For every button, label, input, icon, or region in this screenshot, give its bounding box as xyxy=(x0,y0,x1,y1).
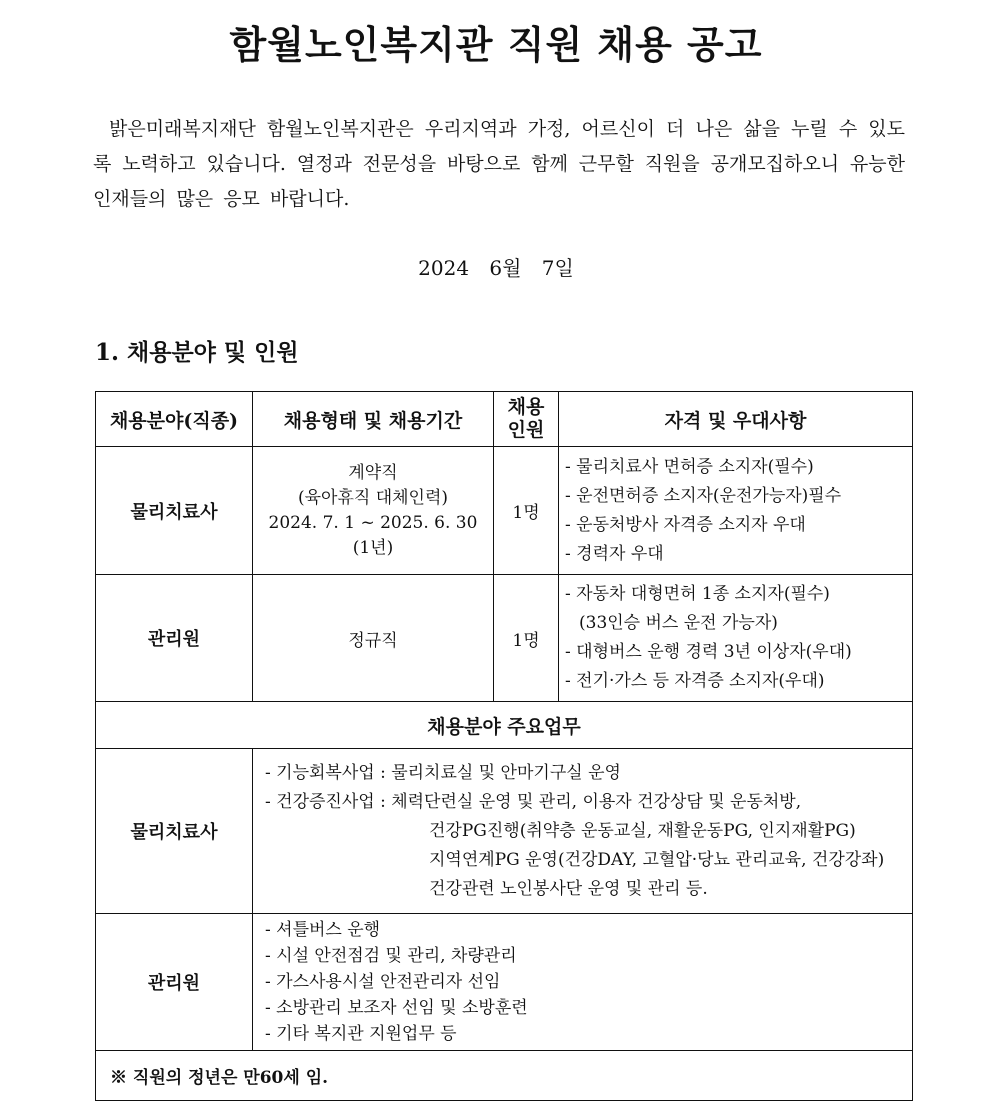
duty-field: 물리치료사 xyxy=(96,749,253,914)
type-line: 2024. 7. 1 ~ 2025. 6. 30 xyxy=(268,512,478,533)
row-count: 1명 xyxy=(494,575,559,702)
recruitment-table xyxy=(95,391,913,1101)
header-count xyxy=(494,392,559,447)
duties-header-row xyxy=(96,702,913,749)
row-field: 물리치료사 xyxy=(96,447,253,575)
intro-paragraph: 밝은미래복지재단 함월노인복지관은 우리지역과 가정, 어르신이 더 나은 삶을 누릴 수 있도록 노력하고 있습니다. 열정과 전문성을 바탕으로 함께 근무할 직원을 공개모집하오니 유능한 인재들의 많은 응모 바랍니다. xyxy=(93,118,905,210)
duty-field: 관리원 xyxy=(96,914,253,1051)
header-qualifications: 자격 및 우대사항 xyxy=(559,392,913,447)
header-field: 채용분야(직종) xyxy=(96,392,253,447)
duties-header: 채용분야 주요업무 xyxy=(96,702,913,749)
qualification-item: - 전기·가스 등 자격증 소지자(우대) xyxy=(565,671,825,691)
duty-item: 건강PG진행(취약층 운동교실, 재활운동PG, 인지재활PG) xyxy=(429,820,856,841)
table-header-row xyxy=(96,392,913,447)
row-type: 정규직 xyxy=(253,575,494,702)
duty-item: - 건강증진사업 : 체력단련실 운영 및 관리, 이용자 건강상담 및 운동처방, xyxy=(265,791,802,812)
qualification-item: - 자동차 대형면허 1종 소지자(필수) xyxy=(565,584,830,604)
row-field: 관리원 xyxy=(96,575,253,702)
duty-item: 건강관련 노인봉사단 운영 및 관리 등. xyxy=(429,878,708,899)
type-line: (육아휴직 대체인력) xyxy=(297,487,449,508)
row-qualifications xyxy=(559,575,913,702)
row-qualifications xyxy=(559,447,913,575)
row-type xyxy=(253,447,494,575)
duty-list xyxy=(253,914,913,1051)
qualification-item: - 운전면허증 소지자(운전가능자)필수 xyxy=(565,485,842,506)
section-heading-recruitment: 1. 채용분야 및 인원 xyxy=(95,339,299,366)
header-count-line1: 채용 xyxy=(507,396,545,418)
duty-list xyxy=(253,749,913,914)
duty-item: - 시설 안전점검 및 관리, 차량관리 xyxy=(265,946,517,966)
type-line: 계약직 xyxy=(348,462,398,483)
table-row xyxy=(96,447,913,575)
duty-item: - 가스사용시설 안전관리자 선임 xyxy=(265,972,501,992)
duty-item: - 소방관리 보조자 선임 및 소방훈련 xyxy=(265,998,528,1018)
duty-item: 지역연계PG 운영(건강DAY, 고혈압·당뇨 관리교육, 건강강좌) xyxy=(429,849,885,870)
table-row xyxy=(96,914,913,1051)
retirement-note: ※ 직원의 정년은 만60세 임. xyxy=(96,1051,913,1101)
qualification-item: - 물리치료사 면허증 소지자(필수) xyxy=(565,456,814,477)
page-title: 함월노인복지관 직원 채용 공고 xyxy=(229,22,763,67)
duty-item: - 기능회복사업 : 물리치료실 및 안마기구실 운영 xyxy=(265,762,621,783)
header-type: 채용형태 및 채용기간 xyxy=(253,392,494,447)
type-line: (1년) xyxy=(352,537,394,558)
table-row xyxy=(96,749,913,914)
qualification-item: (33인승 버스 운전 가능자) xyxy=(579,613,778,633)
qualification-item: - 대형버스 운행 경력 3년 이상자(우대) xyxy=(565,642,852,662)
qualification-item: - 경력자 우대 xyxy=(565,543,664,564)
note-row xyxy=(96,1051,913,1101)
announcement-date: 2024 6월 7일 xyxy=(418,256,574,280)
row-count: 1명 xyxy=(494,447,559,575)
table-row xyxy=(96,575,913,702)
header-count-line2: 인원 xyxy=(507,419,545,441)
qualification-item: - 운동처방사 자격증 소지자 우대 xyxy=(565,514,806,535)
duty-item: - 셔틀버스 운행 xyxy=(265,920,381,940)
duty-item: - 기타 복지관 지원업무 등 xyxy=(265,1024,457,1044)
